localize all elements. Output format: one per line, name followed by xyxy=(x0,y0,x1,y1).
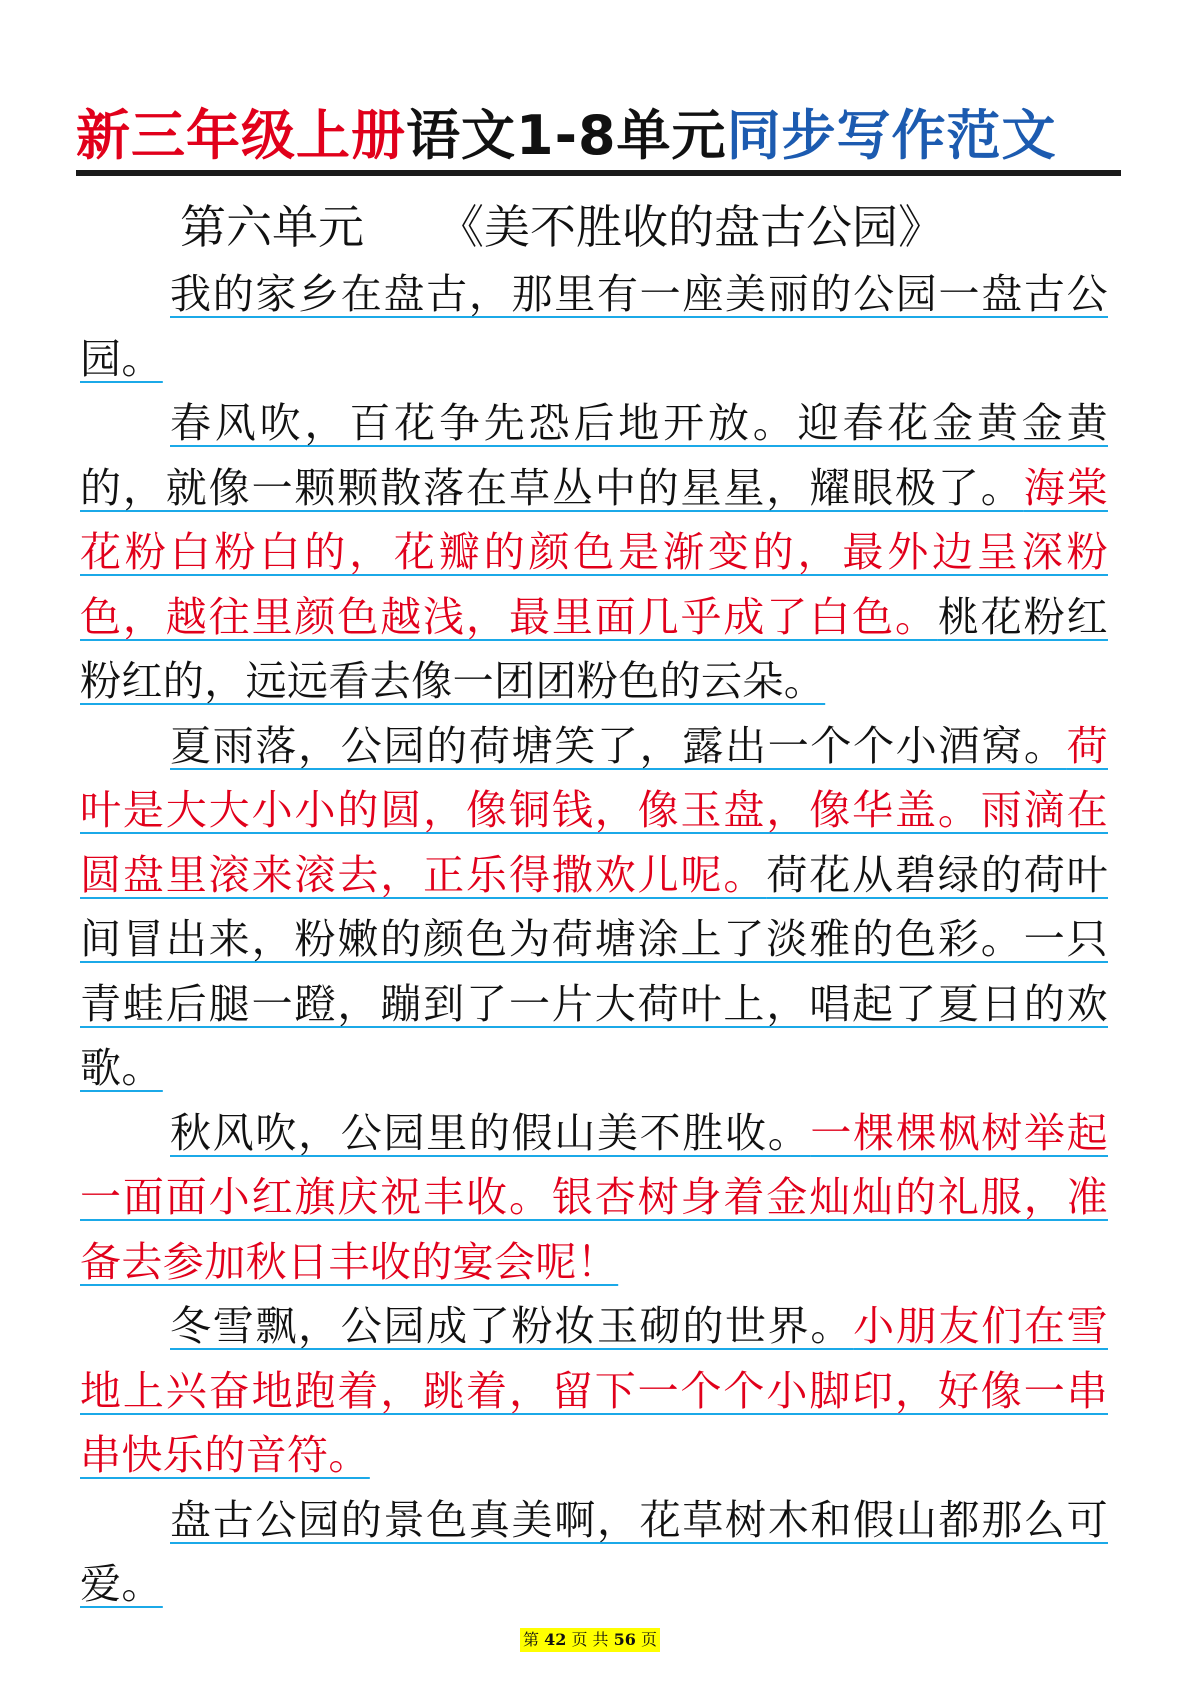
paragraph-text: 我的家乡在盘古，那里有一座美丽的公园一盘古公园。 xyxy=(80,270,1108,383)
paragraph-text: 秋风吹，公园里的假山美不胜收。 xyxy=(170,1108,811,1157)
title-grade: 新三年级上册 xyxy=(76,104,406,167)
title-topic: 同步写作范文 xyxy=(726,104,1057,167)
total-pages: 56 xyxy=(613,1630,636,1649)
current-page: 42 xyxy=(544,1630,567,1649)
paragraph-text: 盘古公园的景色真美啊，花草树木和假山都那么可爱。 xyxy=(80,1495,1108,1608)
page-number xyxy=(520,1628,660,1652)
paragraph-text: 桃花粉红粉红的，远远看去像一团团粉色的云朵。 xyxy=(80,592,1108,705)
paragraph-text: 冬雪飘，公园成了粉妆玉砌的世界。 xyxy=(170,1302,854,1350)
highlighted-sentence: 一棵棵枫树举起一面面小红旗庆祝丰收。银杏树身着金灿灿的礼服，准备去参加秋日丰收的宴会呢！ xyxy=(80,1108,1108,1286)
highlighted-sentence: 小朋友们在雪地上兴奋地跑着，跳着，留下一个个小脚印，好像一串串快乐的音符。 xyxy=(80,1302,1108,1479)
paragraph-intro xyxy=(80,262,1108,391)
paragraph-conclusion xyxy=(80,1488,1108,1617)
highlighted-sentence: 荷叶是大大小小的圆，像铜钱，像玉盘，像华盖。雨滴在圆盘里滚来滚去，正乐得撒欢儿呢。 xyxy=(80,721,1108,899)
unit-label: 第六单元 xyxy=(180,200,364,254)
paragraph-text: 春风吹，百花争先恐后地开放。迎春花金黄金黄的，就像一颗颗散落在草丛中的星星，耀眼极了。 xyxy=(80,399,1108,512)
page-middle: 页 共 xyxy=(571,1630,609,1649)
paragraph-winter xyxy=(80,1294,1108,1488)
paragraph-text: 夏雨落，公园的荷塘笑了，露出一个个小酒窝。 xyxy=(170,721,1067,770)
paragraph-summer xyxy=(80,714,1108,1101)
paragraph-spring xyxy=(80,391,1108,714)
title-subject: 语文1-8单元 xyxy=(406,104,727,167)
essay-body xyxy=(80,262,1140,1617)
page-prefix: 第 xyxy=(523,1630,540,1649)
paragraph-autumn xyxy=(80,1101,1108,1295)
page-suffix: 页 xyxy=(641,1630,658,1649)
essay-heading xyxy=(180,196,944,258)
paragraph-text: 荷花从碧绿的荷叶间冒出来，粉嫩的颜色为荷塘涂上了淡雅的色彩。一只青蛙后腿一蹬，蹦到了一片大荷叶上，唱起了夏日的欢歌。 xyxy=(80,850,1108,1092)
title-underline xyxy=(76,170,1121,176)
essay-title: 《美不胜收的盘古公园》 xyxy=(438,200,944,254)
document-title xyxy=(76,100,1116,172)
highlighted-sentence: 海棠花粉白粉白的，花瓣的颜色是渐变的，最外边呈深粉色，越往里颜色越浅，最里面几乎成了白色。 xyxy=(80,463,1108,641)
